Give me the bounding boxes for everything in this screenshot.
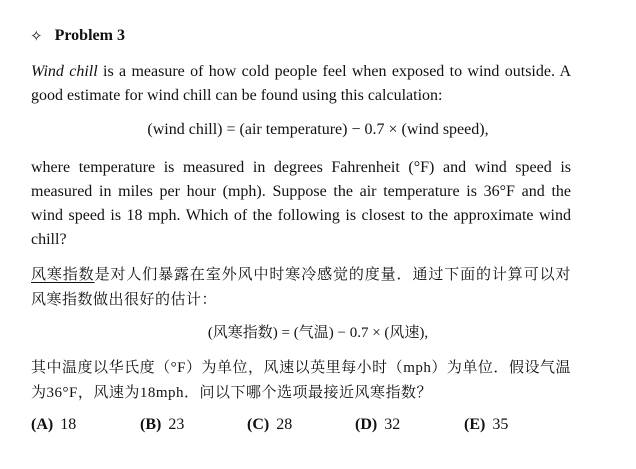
choice-value: 32 [384,416,401,433]
english-formula: (wind chill) = (air temperature) − 0.7 × (wind speed), [147,121,489,138]
choice-letter: (E) [464,416,486,433]
problem-title: Problem 3 [54,27,125,44]
english-term: Wind chill [31,63,98,80]
answer-choices [31,416,591,438]
english-intro-text: is a measure of how cold people feel when exposed to wind outside. A good estimate for wind chill can be found using this calculation: [31,63,571,104]
english-body: where temperature is measured in degrees Fahrenheit (°F) and wind speed is measured in miles per hour (mph). Suppose the air temperature is 36°F and the wind speed is 18 mph. Which of the following is closest to the approximate wind chill? [31,159,571,248]
choice-value: 18 [60,416,77,433]
english-intro [31,60,571,108]
choice-letter: (C) [247,416,270,433]
choice-letter: (A) [31,416,54,433]
choice-d[interactable] [355,416,400,434]
choice-value: 23 [168,416,185,433]
choice-value: 28 [276,416,293,433]
problem-heading [30,27,125,45]
chinese-term: 风寒指数 [31,267,95,283]
choice-c[interactable] [247,416,292,434]
diamond-icon: ✧ [30,27,43,45]
choice-letter: (B) [140,416,162,433]
chinese-intro [31,263,571,313]
choice-letter: (D) [355,416,378,433]
choice-b[interactable] [140,416,184,434]
chinese-body: 其中温度以华氏度（°F）为单位，风速以英里每小时（mph）为单位．假设气温为36°F，风速为18mph．问以下哪个选项最接近风寒指数？ [31,360,571,401]
choice-a[interactable] [31,416,76,434]
chinese-formula: (风寒指数) = (气温) − 0.7 × (风速), [207,325,429,341]
choice-e[interactable] [464,416,508,434]
chinese-intro-text: 是对人们暴露在室外风中时寒冷感觉的度量．通过下面的计算可以对风寒指数做出很好的估计： [31,267,571,308]
choice-value: 35 [492,416,509,433]
